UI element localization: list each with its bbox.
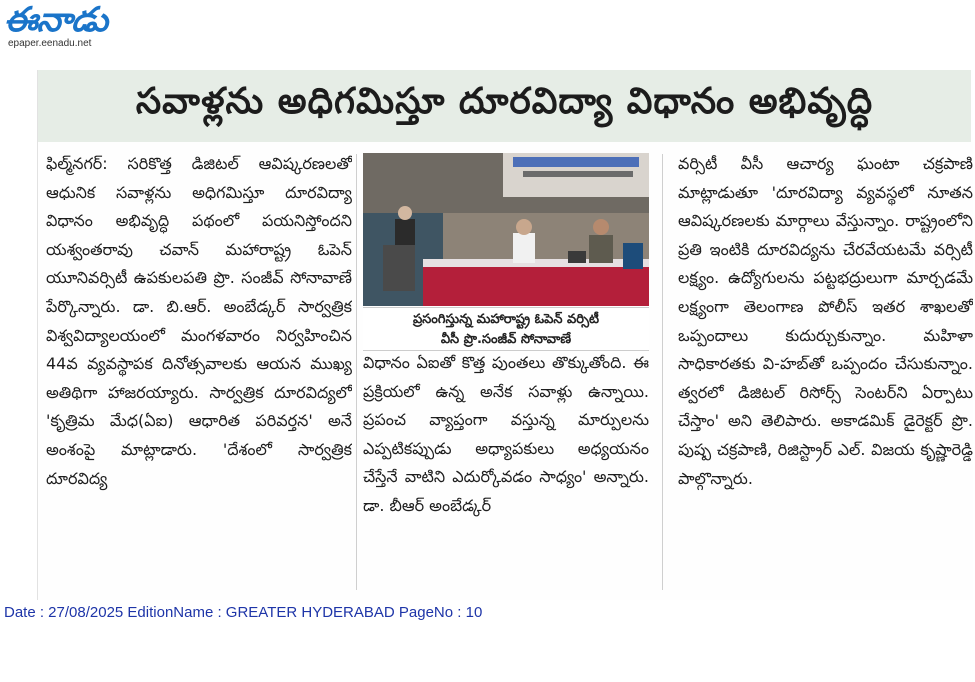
column-1-text: ఫిల్మ్‌నగర్: సరికొత్త డిజిటల్ ఆవిష్కరణలతో ఆధునిక సవాళ్లను అధిగమిస్తూ దూరవిద్యా విధానం అభివృద్ధి పథంలో పయనిస్తోందని యశ్వంతరావు చవాన్ మహారాష్ట్ర ఓపెన్ యూనివర్సిటీ ఉపకులపతి ప్రొ. సంజీవ్ సోనావాణే పేర్కొన్నారు. డా. బి.ఆర్. అంబేడ్కర్ సార్వత్రిక విశ్వవిద్యాలయంలో మంగళవారం నిర్వహించిన 44వ వ్యవస్థాపక దినోత్సవాలకు ఆయన ముఖ్య అతిథిగా హాజరయ్యారు. సార్వత్రిక దూరవిద్యలో 'కృత్రిమ మేధ(ఏఐ) ఆధారిత పరివర్తన' అనే అంశంపై మాట్లాడారు. 'దేశంలో సార్వత్రిక దూరవిద్య [46,154,352,488]
edition-footer: Date : 27/08/2025 EditionName : GREATER HYDERABAD PageNo : 10 [4,604,483,621]
photo-caption [363,307,649,351]
event-photo [363,153,649,306]
article-column-1 [46,150,352,590]
article-column-2 [363,349,649,594]
logo-url: epaper.eenadu.net [8,38,92,49]
column-divider-2 [662,154,663,590]
headline-box [38,70,971,142]
logo-brand: ఈనాడు [4,0,108,40]
article-headline: సవాళ్లను అధిగమిస్తూ దూరవిద్యా విధానం అభివృద్ధి [135,81,874,122]
news-clipping [37,70,973,600]
article-column-3 [678,150,973,595]
event-photo-illustration [363,153,649,306]
photo-caption-line-1: ప్రసంగిస్తున్న మహారాష్ట్ర ఓపెన్ వర్సిటీ [412,312,600,327]
eenadu-logo [4,2,144,52]
photo-caption-line-2: వీసీ ప్రొ.సంజీవ్ సోనావాణే [440,332,572,347]
column-3-text: వర్సిటీ వీసీ ఆచార్య ఘంటా చక్రపాణి మాట్లాడుతూ 'దూరవిద్యా వ్యవస్థలో నూతన ఆవిష్కరణలకు మార్గాలు వేస్తున్నాం. రాష్ట్రంలోని ప్రతి ఇంటికి దూరవిద్యను చేరవేయటమే వర్సిటీ లక్ష్యం. ఉద్యోగులను పట్టభద్రులుగా మార్చడమే లక్ష్యంగా తెలంగాణ పోలీస్ ఇతర శాఖలతో ఒప్పందాలు కుదుర్చుకున్నాం. మహిళా సాధికారతకు వి-హబ్‌తో ఒప్పందం చేసుకున్నాం. త్వరలో డిజిటల్ రిసోర్స్ సెంటర్‌ని ఏర్పాటు చేస్తాం' అని తెలిపారు. అకాడమిక్ డైరెక్టర్ ప్రొ. పుష్ప చక్రపాణి, రిజిస్ట్రార్ ఎల్. విజయ కృష్ణారెడ్డి పాల్గొన్నారు. [678,154,973,488]
column-2-text: విధానం ఏఐతో కొత్త పుంతలు తొక్కుతోంది. ఈ ప్రక్రియలో ఉన్న అనేక సవాళ్లు ఉన్నాయి. ప్రపంచ వ్యాప్తంగా వస్తున్న మార్పులను ఎప్పటికప్పుడు అధ్యాపకులు అధ్యయనం చేస్తేనే వాటిని ఎదుర్కోవడం సాధ్యం' అన్నారు. డా. బీఆర్ అంబేడ్కర్ [363,353,649,515]
column-divider-1 [356,154,357,590]
